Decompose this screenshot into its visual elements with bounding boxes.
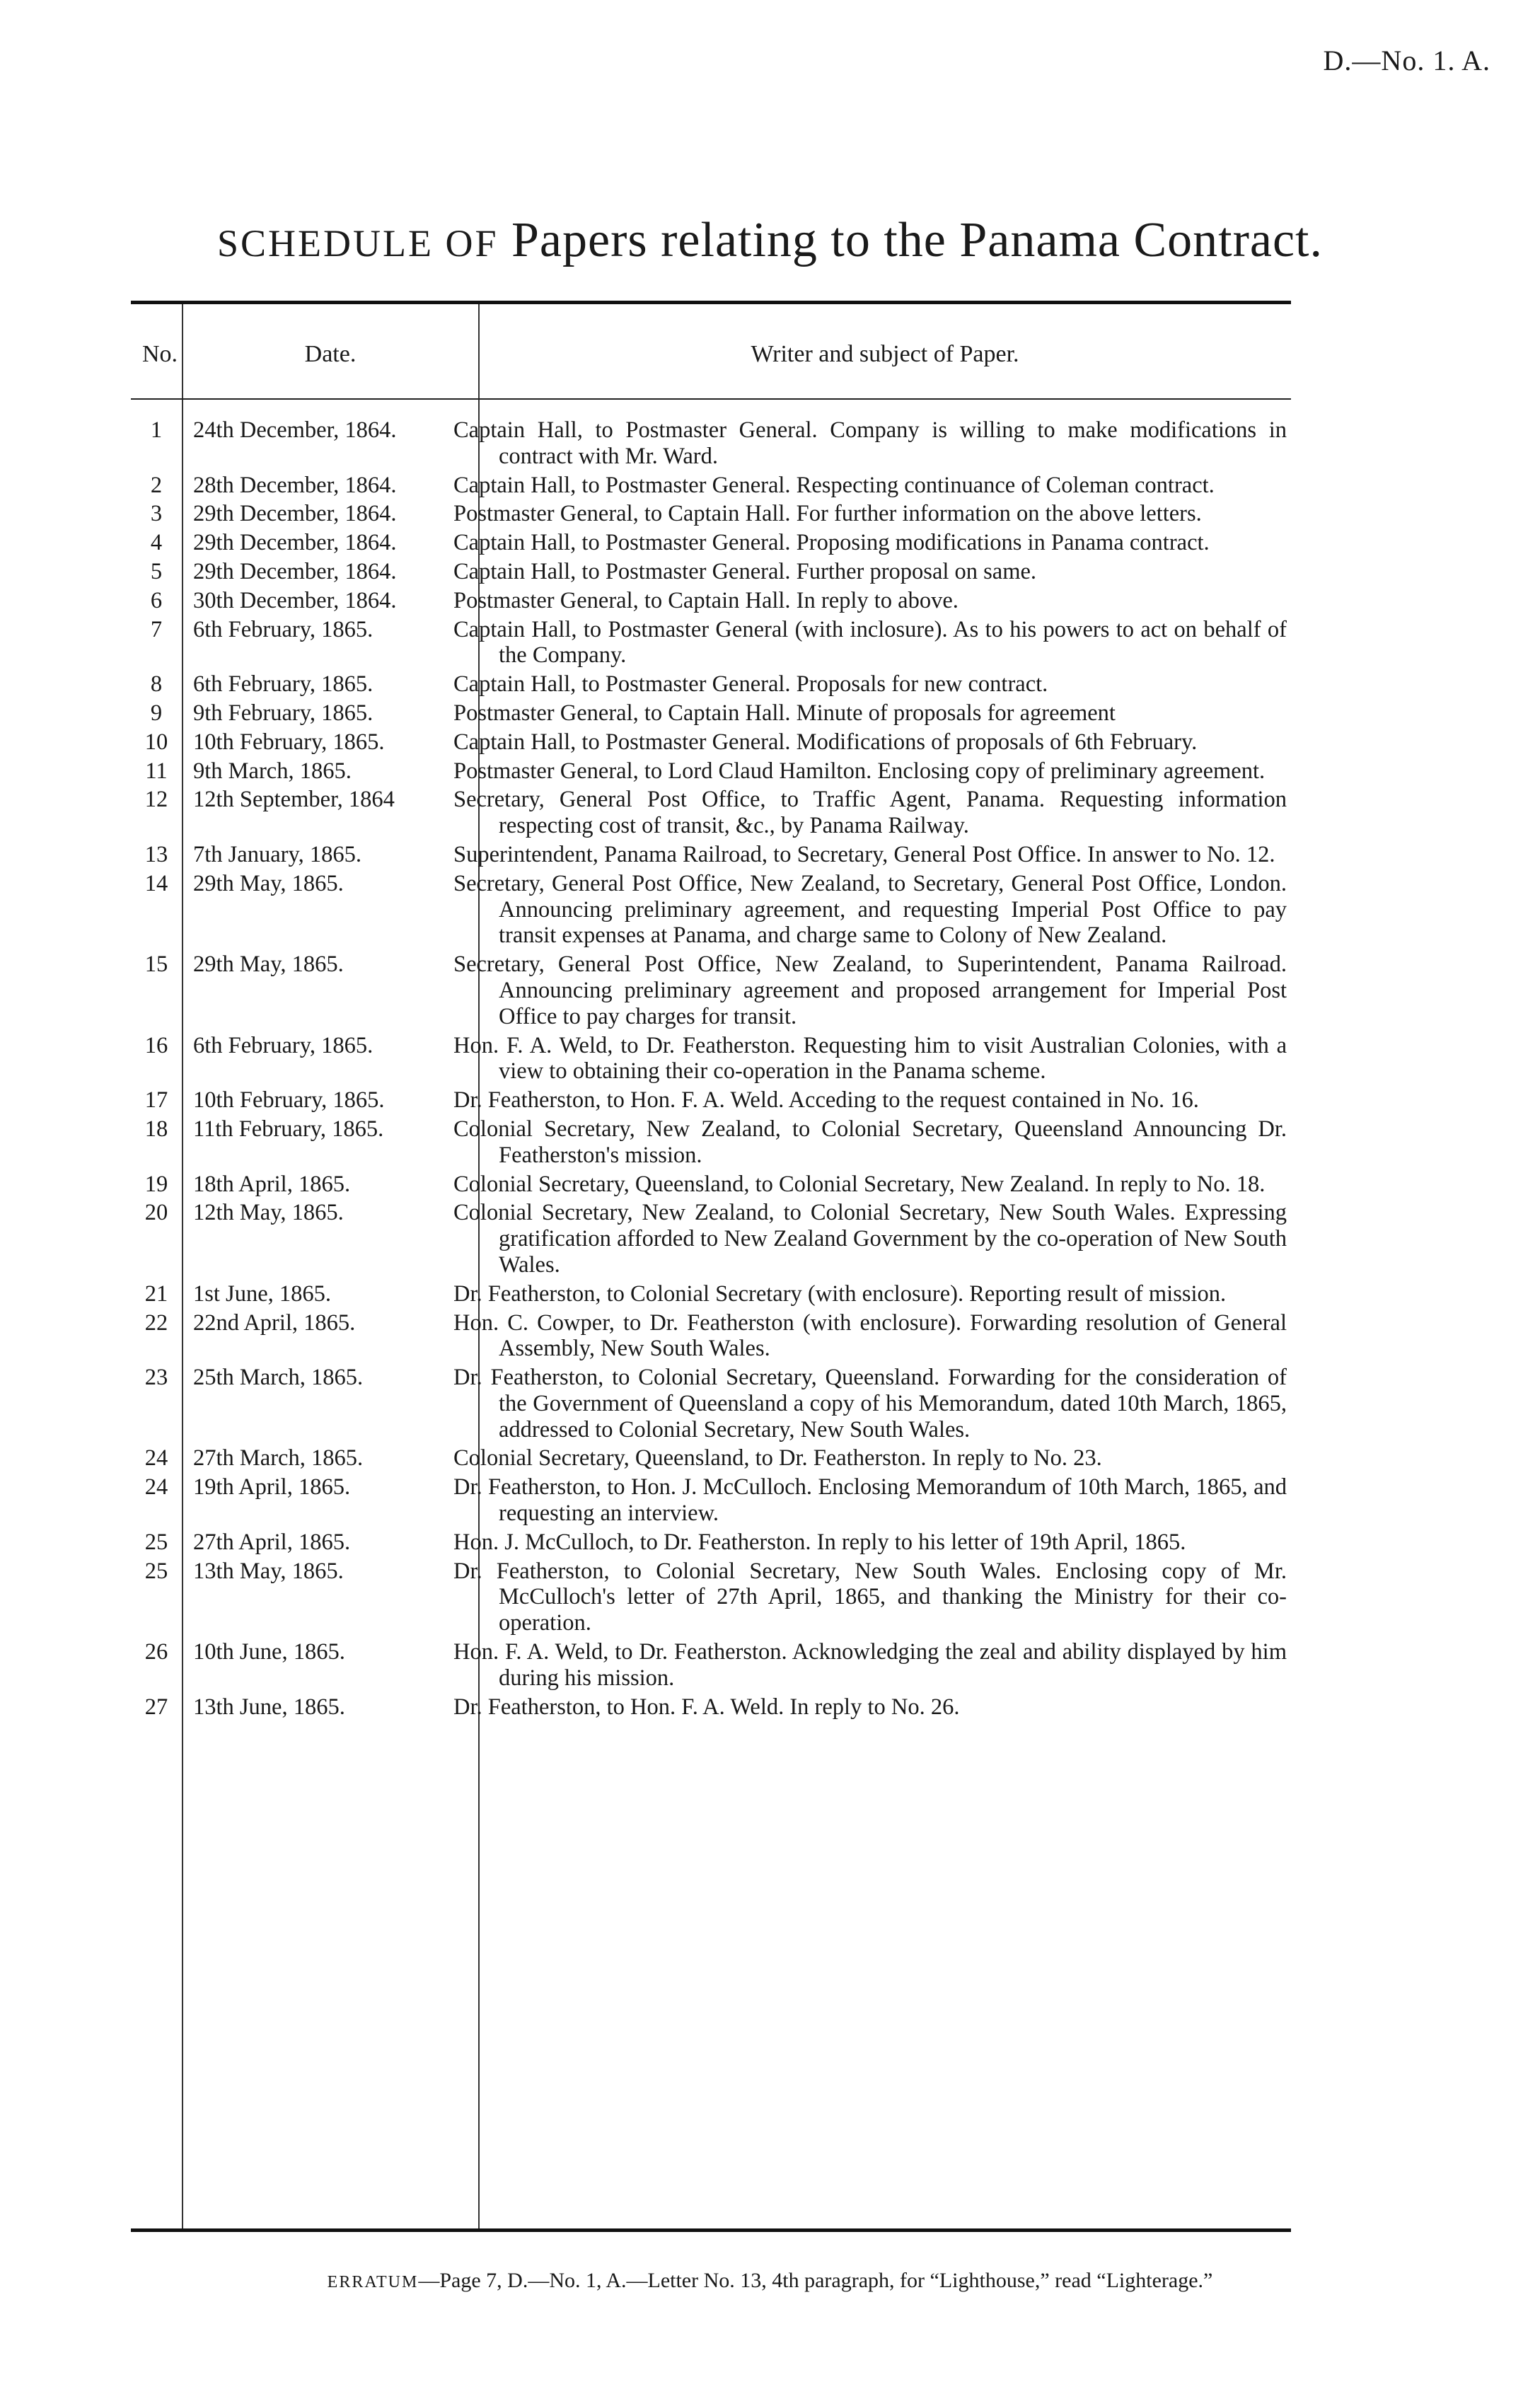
- row-subject: Captain Hall, to Postmaster General. Proposing modifications in Panama contract.: [453, 530, 1210, 556]
- row-number: 4: [150, 530, 163, 556]
- row-subject: Hon. F. A. Weld, to Dr. Featherston. Acknowledging the zeal and ability displayed by him during his mission.: [453, 1639, 1287, 1691]
- table-row: [131, 671, 1291, 698]
- header-date: Date.: [304, 341, 357, 367]
- row-date: 29th May, 1865.: [193, 870, 344, 896]
- row-subject: Dr. Featherston, to Hon. F. A. Weld. In reply to No. 26.: [453, 1694, 960, 1720]
- row-date: 27th March, 1865.: [193, 1445, 364, 1471]
- row-subject: Superintendent, Panama Railroad, to Secretary, General Post Office. In answer to No. 12.: [453, 841, 1275, 867]
- row-subject: Hon. C. Cowper, to Dr. Featherston (with enclosure). Forwarding resolution of General Assembly, New South Wales.: [453, 1309, 1287, 1362]
- erratum-text: —Page 7, D.—No. 1, A.—Letter No. 13, 4th paragraph, for “Lighthouse,” read “Lighterage.”: [418, 2269, 1213, 2292]
- row-subject: Dr. Featherston, to Colonial Secretary, Queensland. Forwarding for the consideration of the Government of Queensland a copy of his Memorandum, dated 10th March, 1865, addressed to Colonial Secretary, New South Wales.: [453, 1365, 1287, 1442]
- table-row: [131, 700, 1291, 727]
- row-date: 29th December, 1864.: [193, 530, 397, 556]
- row-number: 21: [144, 1280, 168, 1307]
- row-date: 29th December, 1864.: [193, 501, 397, 527]
- row-subject: Secretary, General Post Office, to Traffic Agent, Panama. Requesting information respecting cost of transit, &c., by Panama Railway.: [453, 787, 1287, 839]
- table-row: [131, 1445, 1291, 1471]
- row-number: 23: [144, 1365, 168, 1391]
- row-subject: Dr. Featherston, to Hon. J. McCulloch. Enclosing Memorandum of 10th March, 1865, and requesting an interview.: [453, 1474, 1287, 1527]
- erratum-note: [0, 2269, 1540, 2293]
- table-row: [131, 530, 1291, 556]
- table-row: [131, 871, 1291, 949]
- row-date: 12th September, 1864: [193, 787, 395, 813]
- table-row: [131, 473, 1291, 499]
- row-subject: Secretary, General Post Office, New Zealand, to Superintendent, Panama Railroad. Announcing preliminary agreement and proposed arrangement for Imperial Post Office to pay charges for transit.: [453, 952, 1287, 1029]
- row-number: 8: [150, 671, 163, 698]
- table-row: [131, 1639, 1291, 1692]
- row-number: 18: [144, 1116, 168, 1142]
- row-number: 26: [144, 1639, 168, 1665]
- row-date: 29th December, 1864.: [193, 558, 397, 584]
- table-row: [131, 787, 1291, 839]
- page-reference: D.—No. 1. A.: [1323, 45, 1490, 76]
- table-row: [131, 417, 1291, 470]
- row-date: 29th May, 1865.: [193, 952, 344, 978]
- row-date: 11th February, 1865.: [193, 1116, 384, 1142]
- row-number: 25: [144, 1558, 168, 1584]
- header-rule: [131, 398, 1291, 400]
- table-row: [131, 559, 1291, 585]
- row-subject: Postmaster General, to Captain Hall. Minute of proposals for agreement: [453, 700, 1116, 726]
- row-subject: Captain Hall, to Postmaster General. Further proposal on same.: [453, 558, 1037, 584]
- row-number: 1: [150, 417, 163, 443]
- table-row: [131, 501, 1291, 527]
- row-subject: Dr. Featherston, to Colonial Secretary (with enclosure). Reporting result of mission.: [453, 1280, 1227, 1307]
- row-subject: Captain Hall, to Postmaster General. Proposals for new contract.: [453, 671, 1048, 698]
- row-date: 13th June, 1865.: [193, 1694, 345, 1720]
- row-date: 6th February, 1865.: [193, 616, 374, 642]
- table-row: [131, 952, 1291, 1029]
- header-subject: Writer and subject of Paper.: [751, 341, 1019, 367]
- row-number: 7: [150, 616, 163, 642]
- row-number: 16: [144, 1032, 168, 1058]
- table-row: [131, 588, 1291, 614]
- row-number: 11: [145, 758, 168, 784]
- row-date: 9th February, 1865.: [193, 700, 374, 726]
- row-date: 18th April, 1865.: [193, 1171, 351, 1197]
- row-subject: Postmaster General, to Captain Hall. In reply to above.: [453, 587, 959, 613]
- row-subject: Captain Hall, to Postmaster General. Respecting continuance of Coleman contract.: [453, 472, 1215, 498]
- row-date: 6th February, 1865.: [193, 1032, 374, 1058]
- row-subject: Dr. Featherston, to Colonial Secretary, New South Wales. Enclosing copy of Mr. McCulloch's letter of 27th April, 1865, and thanking the Ministry for their co-operation.: [453, 1558, 1287, 1636]
- bottom-rule: [131, 2228, 1291, 2232]
- row-date: 25th March, 1865.: [193, 1365, 364, 1391]
- row-subject: Postmaster General, to Captain Hall. For further information on the above letters.: [453, 501, 1202, 527]
- row-date: 6th February, 1865.: [193, 671, 374, 698]
- row-date: 30th December, 1864.: [193, 587, 397, 613]
- row-date: 7th January, 1865.: [193, 841, 361, 867]
- erratum-label: ERRATUM: [327, 2273, 419, 2291]
- row-subject: Colonial Secretary, New Zealand, to Colonial Secretary, Queensland Announcing Dr. Featherston's mission.: [453, 1116, 1287, 1168]
- row-subject: Hon. F. A. Weld, to Dr. Featherston. Requesting him to visit Australian Colonies, with a view to obtaining their co-operation in the Panama scheme.: [453, 1032, 1287, 1085]
- row-number: 5: [150, 558, 163, 584]
- row-subject: Colonial Secretary, New Zealand, to Colonial Secretary, New South Wales. Expressing gratification afforded to New Zealand Government by the co-operation of New South Wales.: [453, 1200, 1287, 1278]
- row-number: 19: [144, 1171, 168, 1197]
- row-number: 15: [144, 952, 168, 978]
- row-date: 9th March, 1865.: [193, 758, 352, 784]
- schedule-table-body: [131, 417, 1291, 1723]
- table-row: [131, 729, 1291, 756]
- row-subject: Colonial Secretary, Queensland, to Colonial Secretary, New Zealand. In reply to No. 18.: [453, 1171, 1266, 1197]
- row-subject: Hon. J. McCulloch, to Dr. Featherston. In reply to his letter of 19th April, 1865.: [453, 1529, 1186, 1555]
- row-date: 24th December, 1864.: [193, 417, 397, 443]
- table-row: [131, 1200, 1291, 1278]
- row-number: 2: [150, 472, 163, 498]
- row-number: 24: [144, 1474, 168, 1500]
- table-row: [131, 1116, 1291, 1169]
- table-row: [131, 842, 1291, 868]
- row-number: 20: [144, 1200, 168, 1226]
- title-rest: Papers relating to the Panama Contract.: [511, 213, 1324, 267]
- row-number: 24: [144, 1445, 168, 1471]
- table-row: [131, 1281, 1291, 1307]
- row-date: 19th April, 1865.: [193, 1474, 351, 1500]
- table-row: [131, 1310, 1291, 1363]
- row-subject: Secretary, General Post Office, New Zealand, to Secretary, General Post Office, London. Announcing preliminary agreement, and requesting Imperial Post Office to pay transit expenses at Panama, and charge same to Colony of New Zealand.: [453, 870, 1287, 949]
- row-subject: Dr. Featherston, to Hon. F. A. Weld. Acceding to the request contained in No. 16.: [453, 1087, 1199, 1114]
- row-number: 10: [144, 729, 168, 755]
- row-date: 10th February, 1865.: [193, 1087, 385, 1114]
- page-title: [0, 212, 1540, 269]
- title-prefix: SCHEDULE OF: [216, 222, 499, 265]
- row-date: 10th June, 1865.: [193, 1639, 345, 1665]
- row-subject: Colonial Secretary, Queensland, to Dr. Featherston. In reply to No. 23.: [453, 1445, 1102, 1471]
- row-subject: Captain Hall, to Postmaster General (with inclosure). As to his powers to act on behalf of the Company.: [453, 616, 1287, 669]
- row-number: 6: [150, 587, 163, 613]
- row-number: 13: [144, 841, 168, 867]
- row-subject: Captain Hall, to Postmaster General. Modifications of proposals of 6th February.: [453, 729, 1198, 755]
- table-row: [131, 1694, 1291, 1721]
- row-number: 14: [144, 870, 168, 896]
- row-number: 9: [150, 700, 163, 726]
- row-subject: Postmaster General, to Lord Claud Hamilton. Enclosing copy of preliminary agreement.: [453, 758, 1266, 784]
- table-row: [131, 617, 1291, 669]
- table-row: [131, 1530, 1291, 1556]
- table-row: [131, 1087, 1291, 1114]
- row-number: 27: [144, 1694, 168, 1720]
- row-subject: Captain Hall, to Postmaster General. Company is willing to make modifications in contract with Mr. Ward.: [453, 417, 1287, 469]
- row-number: 3: [150, 501, 163, 527]
- row-date: 1st June, 1865.: [193, 1280, 331, 1307]
- row-date: 13th May, 1865.: [193, 1558, 344, 1584]
- table-row: [131, 1172, 1291, 1198]
- header-no: No.: [141, 341, 178, 367]
- row-number: 17: [144, 1087, 168, 1114]
- row-number: 22: [144, 1309, 168, 1336]
- table-row: [131, 1033, 1291, 1085]
- top-rule: [131, 301, 1291, 304]
- row-date: 28th December, 1864.: [193, 472, 397, 498]
- table-row: [131, 1559, 1291, 1636]
- row-number: 12: [144, 787, 168, 813]
- table-row: [131, 758, 1291, 785]
- row-date: 10th February, 1865.: [193, 729, 385, 755]
- row-date: 27th April, 1865.: [193, 1529, 351, 1555]
- row-date: 12th May, 1865.: [193, 1200, 344, 1226]
- table-row: [131, 1365, 1291, 1442]
- row-number: 25: [144, 1529, 168, 1555]
- row-date: 22nd April, 1865.: [193, 1309, 356, 1336]
- table-row: [131, 1474, 1291, 1527]
